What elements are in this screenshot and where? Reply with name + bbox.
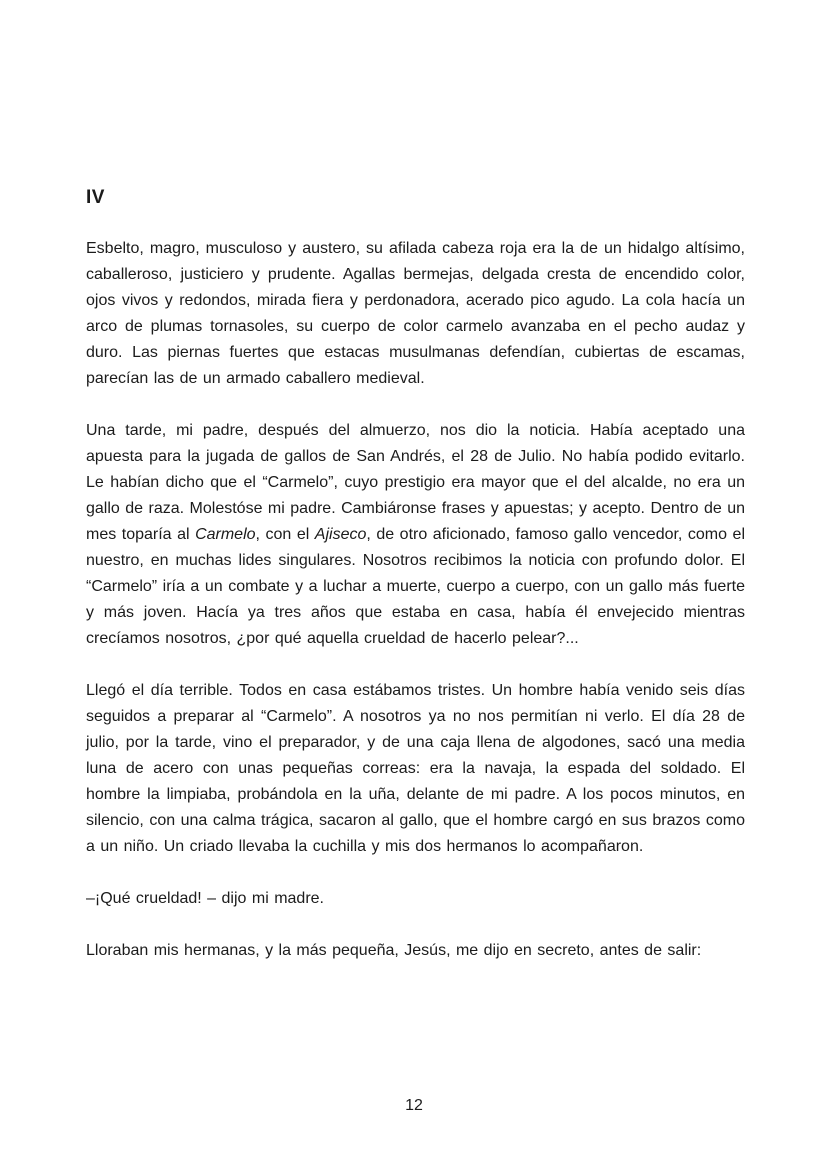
text-segment: , de otro aficionado, famoso gallo vencedor, como el nuestro, en muchas lides singulares. Nosotros recibimos la noticia con profundo dolor. El “Carmelo” iría a un combate y a luchar a muerte, cuerpo a cuerpo, con un gallo más fuerte y más joven. Hacía ya tres años que estaba en casa, había él envejecido mientras crecíamos nosotros, ¿por qué aquella crueldad de hacerlo pelear?... bbox=[86, 526, 745, 647]
italic-text-segment: Ajiseco bbox=[314, 526, 367, 543]
italic-text-segment: Carmelo bbox=[195, 526, 256, 543]
page-number: 12 bbox=[405, 1097, 423, 1114]
paragraphs-container bbox=[86, 236, 745, 964]
paragraph bbox=[86, 886, 745, 912]
chapter-heading: IV bbox=[86, 187, 105, 208]
paragraph bbox=[86, 236, 745, 392]
paragraph bbox=[86, 678, 745, 860]
text-segment: Llegó el día terrible. Todos en casa estábamos tristes. Un hombre había venido seis días seguidos a preparar al “Carmelo”. A nosotros ya no nos permitían ni verlo. El día 28 de julio, por la tarde, vino el preparador, y de una caja llena de algodones, sacó una media luna de acero con unas pequeñas correas: era la navaja, la espada del soldado. El hombre la limpiaba, probándola en la uña, delante de mi padre. A los pocos minutos, en silencio, con una calma trágica, sacaron al gallo, que el hombre cargó en sus brazos como a un niño. Un criado llevaba la cuchilla y mis dos hermanos lo acompañaron. bbox=[86, 682, 745, 855]
text-segment: Una tarde, mi padre, después del almuerzo, nos dio la noticia. Había aceptado una apuesta para la jugada de gallos de San Andrés, el 28 de Julio. No había podido evitarlo. Le habían dicho que el “Carmelo”, cuyo prestigio era mayor que el del alcalde, no era un gallo de raza. Molestóse mi padre. Cambiáronse frases y apuestas; y acepto. Dentro de un mes toparía al bbox=[86, 422, 745, 543]
text-segment: –¡Qué crueldad! – dijo mi madre. bbox=[86, 890, 324, 907]
paragraph bbox=[86, 418, 745, 652]
text-body bbox=[86, 186, 745, 990]
text-segment: , con el bbox=[255, 526, 315, 543]
paragraph bbox=[86, 938, 745, 964]
text-segment: Esbelto, magro, musculoso y austero, su afilada cabeza roja era la de un hidalgo altísimo, caballeroso, justiciero y prudente. Agallas bermejas, delgada cresta de encendido color, ojos vivos y redondos, mirada fiera y perdonadora, acerado pico agudo. La cola hacía un arco de plumas tornasoles, su cuerpo de color carmelo avanzaba en el pecho audaz y duro. Las piernas fuertes que estacas musulmanas defendían, cubiertas de escamas, parecían las de un armado caballero medieval. bbox=[86, 240, 745, 387]
text-segment: Lloraban mis hermanas, y la más pequeña, Jesús, me dijo en secreto, antes de salir: bbox=[86, 942, 702, 959]
